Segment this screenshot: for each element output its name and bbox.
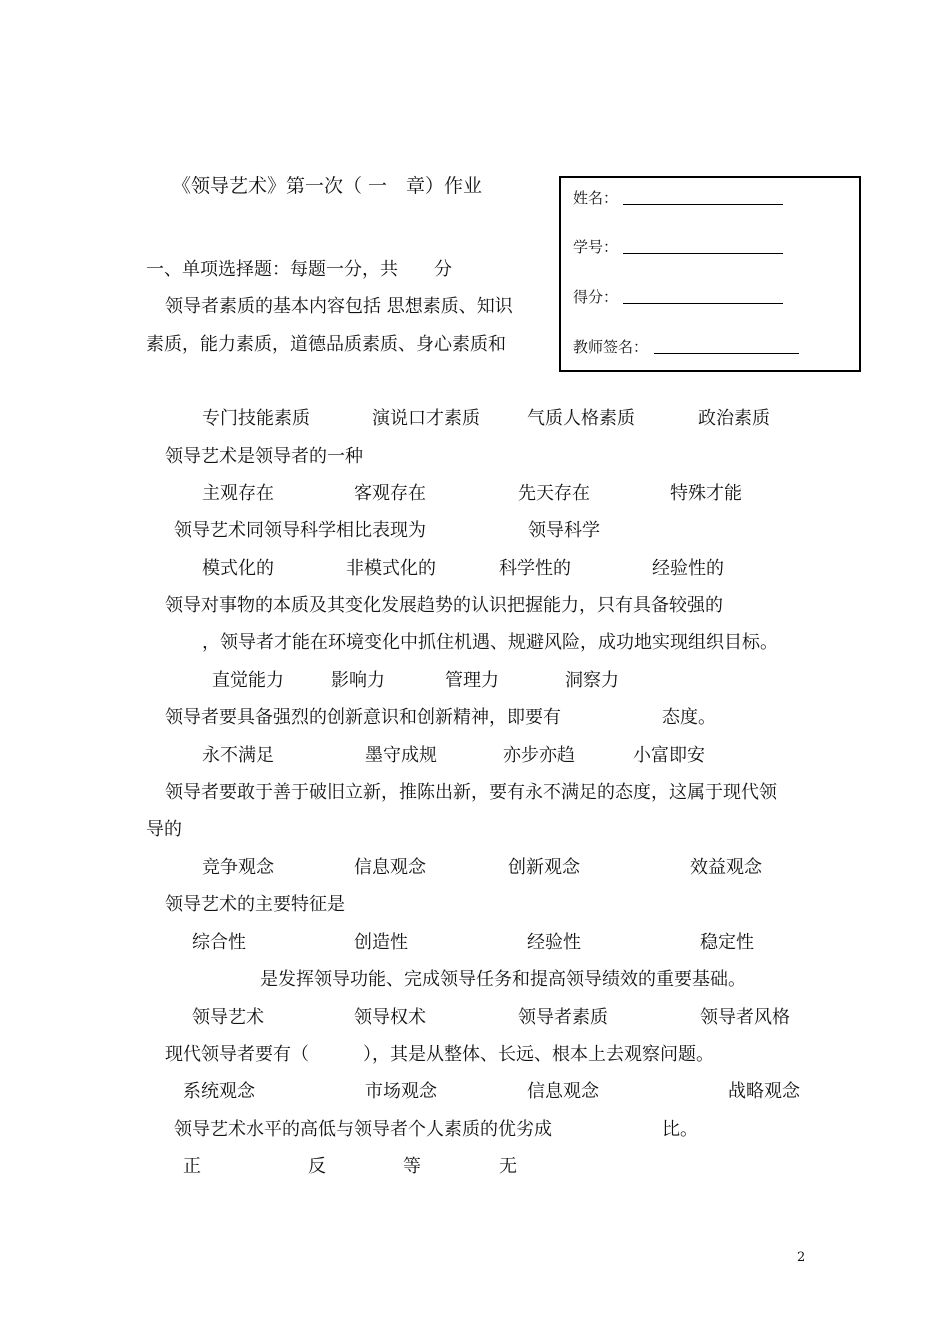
page-title: 《领导艺术》第一次（ 一 章）作业	[172, 175, 483, 197]
option[interactable]: 政治素质	[698, 408, 770, 429]
teacher-signature-label: 教师签名：	[573, 338, 649, 356]
option[interactable]: 非模式化的	[346, 558, 436, 579]
student-id-field[interactable]	[623, 253, 783, 254]
question-text: 领导艺术同领导科学相比表现为	[174, 520, 426, 541]
option[interactable]: 管理力	[445, 670, 499, 691]
option[interactable]: 战略观念	[728, 1081, 800, 1102]
option[interactable]: 无	[499, 1156, 517, 1177]
option[interactable]: 影响力	[331, 670, 385, 691]
option[interactable]: 先天存在	[518, 483, 590, 504]
question-text: 导的	[146, 819, 182, 840]
question-text: 领导对事物的本质及其变化发展趋势的认识把握能力，只有具备较强的	[165, 595, 723, 616]
option[interactable]: 特殊才能	[670, 483, 742, 504]
option[interactable]: 反	[308, 1156, 326, 1177]
option[interactable]: 主观存在	[202, 483, 274, 504]
option[interactable]: 领导权术	[354, 1007, 426, 1028]
question-text: 领导者要敢于善于破旧立新，推陈出新，要有永不满足的态度，这属于现代领	[165, 782, 777, 803]
question-text: 态度。	[662, 707, 716, 728]
name-field[interactable]	[623, 204, 783, 205]
teacher-signature-field[interactable]	[654, 353, 799, 354]
option[interactable]: 科学性的	[499, 558, 571, 579]
option[interactable]: 专门技能素质	[202, 408, 310, 429]
question-text: 领导艺术水平的高低与领导者个人素质的优劣成	[174, 1119, 552, 1140]
option[interactable]: 信息观念	[527, 1081, 599, 1102]
option[interactable]: 综合性	[192, 932, 246, 953]
option[interactable]: 领导者风格	[700, 1007, 790, 1028]
question-text: ，领导者才能在环境变化中抓住机遇、规避风险，成功地实现组织目标。	[202, 632, 778, 653]
option[interactable]: 墨守成规	[365, 745, 437, 766]
option[interactable]: 市场观念	[365, 1081, 437, 1102]
option[interactable]: 客观存在	[354, 483, 426, 504]
option[interactable]: 气质人格素质	[527, 408, 635, 429]
option[interactable]: 小富即安	[633, 745, 705, 766]
option[interactable]: 永不满足	[202, 745, 274, 766]
question-text: 领导者要具备强烈的创新意识和创新精神，即要有	[165, 707, 561, 728]
option[interactable]: 正	[183, 1156, 201, 1177]
option[interactable]: 模式化的	[202, 558, 274, 579]
question-text: 是发挥领导功能、完成领导任务和提高领导绩效的重要基础。	[260, 969, 746, 990]
option[interactable]: 亦步亦趋	[503, 745, 575, 766]
section-heading: 一、单项选择题：每题一分，共 分	[146, 259, 452, 280]
page-number: 2	[797, 1250, 806, 1265]
option[interactable]: 洞察力	[565, 670, 619, 691]
option[interactable]: 经验性的	[652, 558, 724, 579]
question-text: 素质，能力素质，道德品质素质、身心素质和	[146, 334, 506, 355]
question-text: 领导者素质的基本内容包括 思想素质、知识	[165, 296, 513, 317]
option[interactable]: 创造性	[354, 932, 408, 953]
option[interactable]: 直觉能力	[212, 670, 284, 691]
option[interactable]: 等	[403, 1156, 421, 1177]
student-id-label: 学号：	[573, 238, 619, 256]
question-text: 比。	[662, 1119, 698, 1140]
option[interactable]: 系统观念	[183, 1081, 255, 1102]
question-text: 现代领导者要有（ ），其是从整体、长远、根本上去观察问题。	[165, 1044, 714, 1065]
option[interactable]: 稳定性	[700, 932, 754, 953]
option[interactable]: 领导者素质	[518, 1007, 608, 1028]
option[interactable]: 经验性	[527, 932, 581, 953]
option[interactable]: 创新观念	[508, 857, 580, 878]
option[interactable]: 演说口才素质	[372, 408, 480, 429]
option[interactable]: 竞争观念	[202, 857, 274, 878]
question-text: 领导艺术是领导者的一种	[165, 446, 363, 467]
question-text: 领导艺术的主要特征是	[165, 894, 345, 915]
score-label: 得分：	[573, 288, 619, 306]
option[interactable]: 效益观念	[690, 857, 762, 878]
student-info-box	[559, 176, 861, 372]
option[interactable]: 领导艺术	[192, 1007, 264, 1028]
question-text: 领导科学	[528, 520, 600, 541]
name-label: 姓名：	[573, 189, 619, 207]
score-field[interactable]	[623, 303, 783, 304]
option[interactable]: 信息观念	[354, 857, 426, 878]
